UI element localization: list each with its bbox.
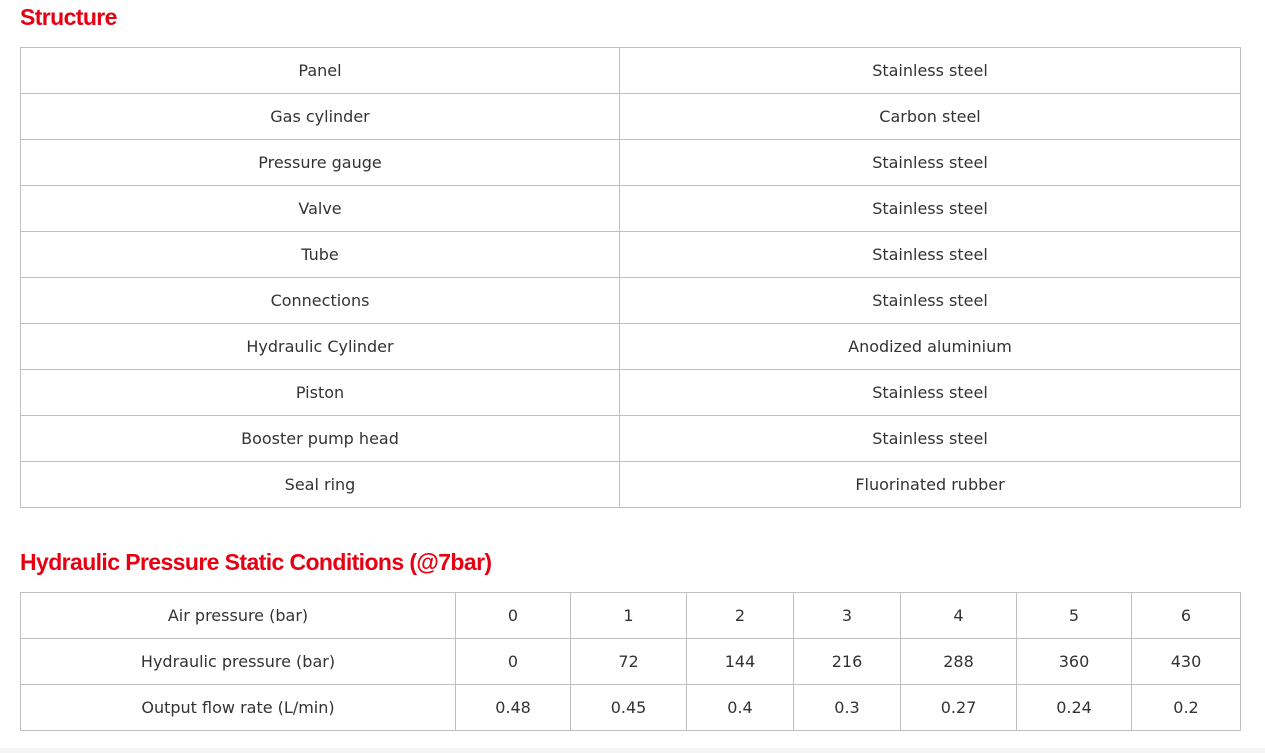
table-row: [21, 593, 1241, 639]
material-cell: Stainless steel: [620, 48, 1241, 94]
value-cell: 0.2: [1132, 685, 1241, 731]
material-cell: Carbon steel: [620, 94, 1241, 140]
value-cell: 0: [456, 593, 571, 639]
value-cell: 144: [687, 639, 794, 685]
component-cell: Booster pump head: [21, 416, 620, 462]
table-row: [21, 685, 1241, 731]
value-cell: 0.3: [794, 685, 901, 731]
value-cell: 0.24: [1017, 685, 1132, 731]
value-cell: 0.48: [456, 685, 571, 731]
component-cell: Tube: [21, 232, 620, 278]
row-label-cell: Hydraulic pressure (bar): [21, 639, 456, 685]
conditions-table: [20, 592, 1241, 731]
component-cell: Hydraulic Cylinder: [21, 324, 620, 370]
component-cell: Seal ring: [21, 462, 620, 508]
value-cell: 0: [456, 639, 571, 685]
value-cell: 6: [1132, 593, 1241, 639]
component-cell: Gas cylinder: [21, 94, 620, 140]
table-row: [21, 232, 1241, 278]
value-cell: 4: [901, 593, 1017, 639]
structure-heading: Structure: [20, 4, 117, 30]
table-row: [21, 186, 1241, 232]
table-row: [21, 639, 1241, 685]
material-cell: Stainless steel: [620, 140, 1241, 186]
value-cell: 72: [571, 639, 687, 685]
table-row: [21, 324, 1241, 370]
value-cell: 2: [687, 593, 794, 639]
value-cell: 0.27: [901, 685, 1017, 731]
value-cell: 288: [901, 639, 1017, 685]
row-label-cell: Output flow rate (L/min): [21, 685, 456, 731]
value-cell: 1: [571, 593, 687, 639]
value-cell: 216: [794, 639, 901, 685]
value-cell: 5: [1017, 593, 1132, 639]
component-cell: Piston: [21, 370, 620, 416]
table-row: [21, 416, 1241, 462]
table-row: [21, 370, 1241, 416]
material-cell: Stainless steel: [620, 186, 1241, 232]
value-cell: 3: [794, 593, 901, 639]
row-label-cell: Air pressure (bar): [21, 593, 456, 639]
component-cell: Connections: [21, 278, 620, 324]
component-cell: Valve: [21, 186, 620, 232]
table-row: [21, 278, 1241, 324]
footer-divider: [0, 748, 1265, 753]
structure-table: [20, 47, 1241, 508]
material-cell: Fluorinated rubber: [620, 462, 1241, 508]
component-cell: Pressure gauge: [21, 140, 620, 186]
material-cell: Stainless steel: [620, 232, 1241, 278]
value-cell: 360: [1017, 639, 1132, 685]
table-row: [21, 94, 1241, 140]
value-cell: 430: [1132, 639, 1241, 685]
value-cell: 0.4: [687, 685, 794, 731]
component-cell: Panel: [21, 48, 620, 94]
value-cell: 0.45: [571, 685, 687, 731]
material-cell: Stainless steel: [620, 370, 1241, 416]
material-cell: Stainless steel: [620, 278, 1241, 324]
table-row: [21, 140, 1241, 186]
material-cell: Anodized aluminium: [620, 324, 1241, 370]
table-row: [21, 462, 1241, 508]
table-row: [21, 48, 1241, 94]
material-cell: Stainless steel: [620, 416, 1241, 462]
conditions-heading: Hydraulic Pressure Static Conditions (@7bar): [20, 549, 492, 575]
